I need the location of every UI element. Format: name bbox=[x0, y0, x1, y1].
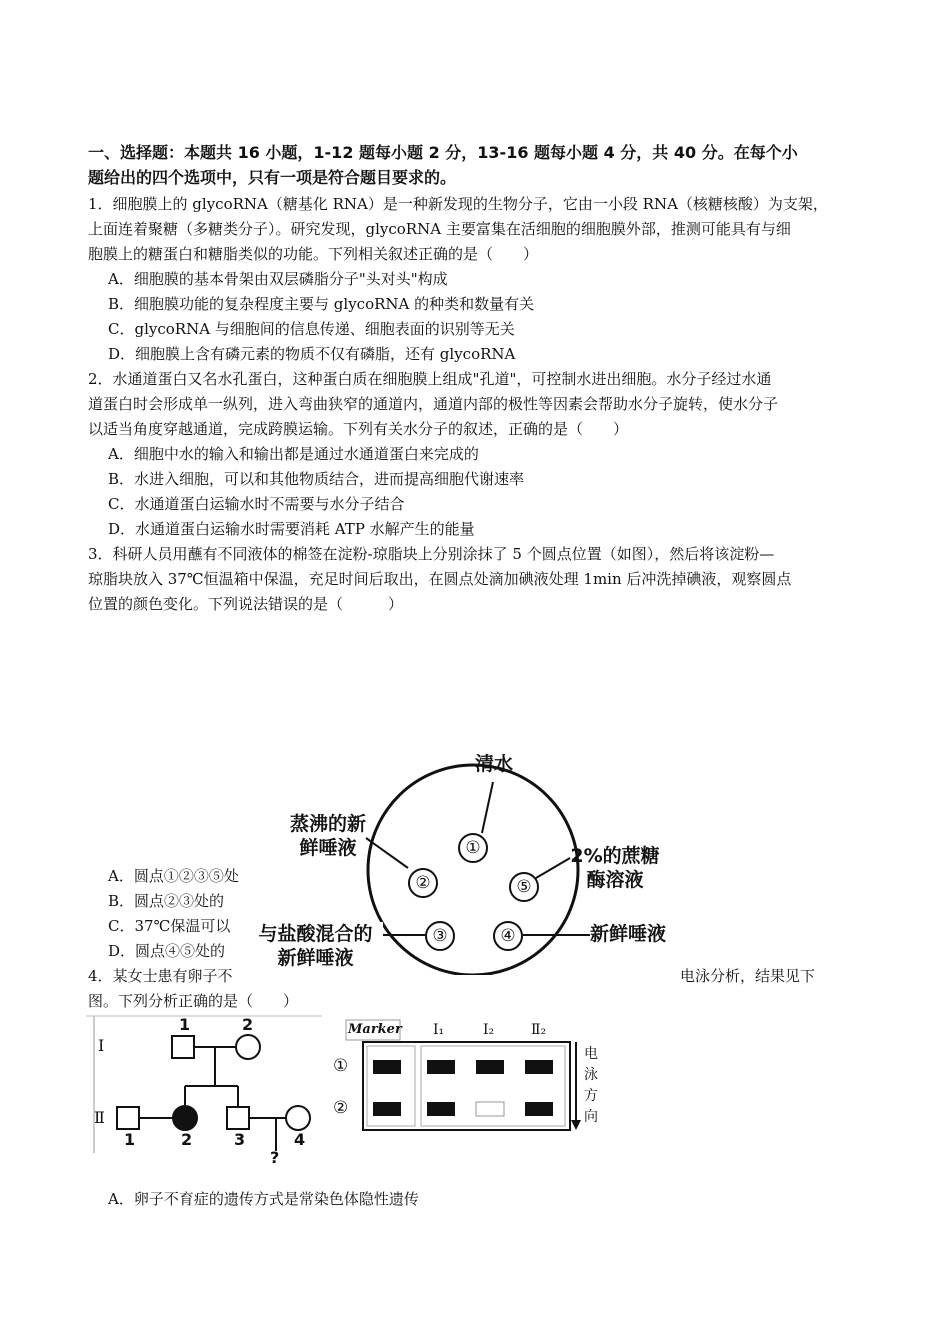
marker-band-1 bbox=[373, 1060, 401, 1074]
gen2-roman-label: Ⅱ bbox=[94, 1108, 105, 1127]
spot-2: ② bbox=[408, 868, 438, 898]
direction-char-1: 电 bbox=[584, 1046, 598, 1062]
gen2-male-1 bbox=[117, 1107, 139, 1129]
q2-stem-line2: 道蛋白时会形成单一纵列，进入弯曲狭窄的通道内，通道内部的极性等因素会帮助水分子旋转，使水分子 bbox=[88, 395, 779, 413]
direction-char-4: 向 bbox=[584, 1109, 598, 1125]
q3-option-c: C．37℃保温可以 bbox=[108, 917, 231, 935]
q2-option-a: A．细胞中水的输入和输出都是通过水通道蛋白来完成的 bbox=[108, 445, 479, 463]
lane-II2-band-2 bbox=[525, 1102, 553, 1116]
gen1-male-1 bbox=[172, 1036, 194, 1058]
q1-option-a: A．细胞膜的基本骨架由双层磷脂分子"头对头"构成 bbox=[108, 270, 448, 288]
q3-option-d: D．圆点④⑤处的 bbox=[108, 942, 226, 960]
lane-label-II2: Ⅱ₂ bbox=[531, 1022, 547, 1038]
gen1-label-1: 1 bbox=[179, 1015, 191, 1034]
spot-4: ④ bbox=[493, 921, 523, 951]
q1-option-d: D．细胞膜上含有磷元素的物质不仅有磷脂，还有 glycoRNA bbox=[108, 345, 516, 363]
q3-stem-line2: 琼脂块放入 37℃恒温箱中保温，充足时间后取出，在圆点处滴加碘液处理 1min 后冲洗掉碘液，观察圆点 bbox=[88, 570, 792, 588]
marker-label: Marker bbox=[348, 1022, 402, 1037]
label-clear-water: 清水 bbox=[475, 753, 514, 775]
gen2-female-4 bbox=[286, 1106, 310, 1130]
q4-stem-line2: 图。下列分析正确的是（ ） bbox=[88, 992, 299, 1010]
spot-5: ⑤ bbox=[509, 872, 539, 902]
direction-char-2: 泳 bbox=[584, 1067, 598, 1083]
direction-char-3: 方 bbox=[584, 1088, 598, 1104]
lane-I1-band-1 bbox=[427, 1060, 455, 1074]
label-hcl-saliva-line2: 新鲜唾液 bbox=[248, 946, 383, 970]
q4-option-a: A．卵子不育症的遗传方式是常染色体隐性遗传 bbox=[108, 1190, 419, 1208]
q1-stem-line2: 上面连着聚糖（多糖类分子）。研究发现，glycoRNA 主要富集在活细胞的细胞膜外部，推测可能具有与细 bbox=[88, 220, 791, 238]
gen1-label-2: 2 bbox=[242, 1015, 254, 1034]
pedigree-svg bbox=[86, 1013, 326, 1168]
label-boiled-saliva-line1: 蒸沸的新 bbox=[289, 813, 366, 835]
lane-I2-band-1 bbox=[476, 1060, 504, 1074]
electrophoresis-gel bbox=[333, 1016, 605, 1134]
q4-stem-line1-end: 电泳分析，结果见下 bbox=[680, 967, 816, 985]
band-label-2: ② bbox=[333, 1098, 349, 1118]
gen2-male-3 bbox=[227, 1107, 249, 1129]
direction-arrow-head bbox=[571, 1120, 581, 1130]
lane-label-I1: Ⅰ₁ bbox=[433, 1022, 445, 1038]
lane-label-I2: Ⅰ₂ bbox=[483, 1022, 495, 1038]
marker-band-2 bbox=[373, 1102, 401, 1116]
q1-option-c: C．glycoRNA 与细胞间的信息传递、细胞表面的识别等无关 bbox=[108, 320, 515, 338]
q3-stem-line3: 位置的颜色变化。下列说法错误的是（ ） bbox=[88, 595, 404, 613]
label-sucrase-line2: 酶溶液 bbox=[586, 869, 644, 891]
label-hcl-saliva-line1: 与盐酸混合的 bbox=[248, 922, 383, 946]
q2-stem-line3: 以适当角度穿越通道，完成跨膜运输。下列有关水分子的叙述，正确的是（ ） bbox=[88, 420, 629, 438]
q2-stem-line1: 2．水通道蛋白又名水孔蛋白，这种蛋白质在细胞膜上组成"孔道"，可控制水进出细胞。水分子经过水通 bbox=[88, 370, 772, 388]
gen2-label-1: 1 bbox=[124, 1130, 136, 1149]
q2-option-d: D．水通道蛋白运输水时需要消耗 ATP 水解产生的能量 bbox=[108, 520, 475, 538]
band-label-1: ① bbox=[333, 1056, 349, 1076]
gel-frame bbox=[363, 1042, 570, 1130]
label-boiled-saliva-line2: 鲜唾液 bbox=[299, 837, 357, 859]
q2-option-b: B．水进入细胞，可以和其他物质结合，进而提高细胞代谢速率 bbox=[108, 470, 525, 488]
label-fresh-saliva: 新鲜唾液 bbox=[590, 923, 667, 945]
section-heading-line2: 题给出的四个选项中，只有一项是符合题目要求的。 bbox=[88, 168, 457, 187]
lane-II2-band-1 bbox=[525, 1060, 553, 1074]
pedigree-chart bbox=[86, 1013, 326, 1168]
gen2-label-2: 2 bbox=[181, 1130, 193, 1149]
gen2-female-2-affected bbox=[173, 1106, 197, 1130]
spot-1: ① bbox=[458, 833, 488, 863]
label-sucrase-line1: 2%的蔗糖 bbox=[570, 845, 660, 867]
q1-stem-line3: 胞膜上的糖蛋白和糖脂类似的功能。下列相关叙述正确的是（ ） bbox=[88, 245, 539, 263]
q1-stem-line1: 1．细胞膜上的 glycoRNA（糖基化 RNA）是一种新发现的生物分子，它由一小段 RNA（核糖核酸）为支架， bbox=[88, 195, 828, 213]
q1-option-b: B．细胞膜功能的复杂程度主要与 glycoRNA 的种类和数量有关 bbox=[108, 295, 535, 313]
lane-I1-band-2 bbox=[427, 1102, 455, 1116]
gen1-roman-label: Ⅰ bbox=[98, 1036, 105, 1055]
gen2-label-4: 4 bbox=[294, 1130, 306, 1149]
spot-3: ③ bbox=[425, 921, 455, 951]
q2-option-c: C．水通道蛋白运输水时不需要与水分子结合 bbox=[108, 495, 405, 513]
q4-stem-line1-start: 4．某女士患有卵子不 bbox=[88, 967, 233, 985]
q3-option-b: B．圆点②③处的 bbox=[108, 892, 225, 910]
unknown-offspring: ? bbox=[270, 1148, 280, 1167]
gen2-label-3: 3 bbox=[234, 1130, 246, 1149]
gen1-female-2 bbox=[236, 1035, 260, 1059]
starch-agar-diagram bbox=[248, 740, 688, 975]
section-heading-line1: 一、选择题：本题共 16 小题，1-12 题每小题 2 分，13-16 题每小题 4 分，共 40 分。在每个小 bbox=[88, 143, 798, 162]
agar-block-circle bbox=[368, 765, 578, 975]
q3-stem-line1: 3．科研人员用蘸有不同液体的棉签在淀粉-琼脂块上分别涂抹了 5 个圆点位置（如图），然后将该淀粉— bbox=[88, 545, 775, 563]
q3-option-a: A．圆点①②③⑤处 bbox=[108, 867, 239, 885]
